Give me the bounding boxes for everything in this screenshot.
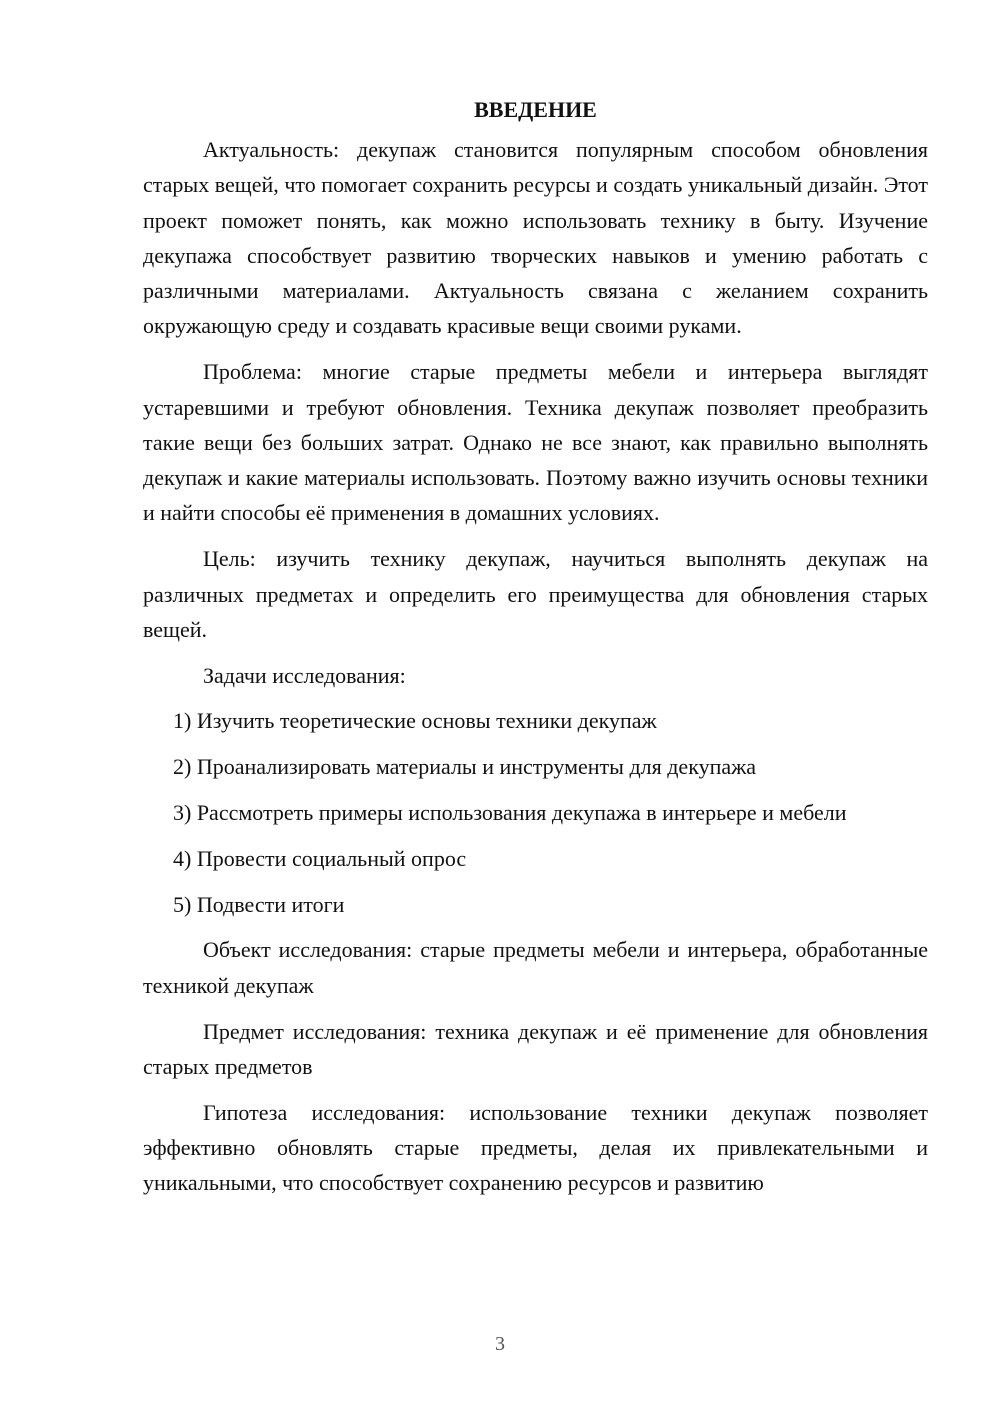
- relevance-paragraph: Актуальность: декупаж становится популярным способом обновления старых вещей, что помогает сохранить ресурсы и создать уникальный дизайн. Этот проект поможет понять, как можно использовать технику в быту. Изучение декупажа способствует развитию творческих навыков и умению работать с различными материалами. Актуальность связана с желанием сохранить окружающую среду и создавать красивые вещи своими руками.: [143, 137, 928, 339]
- goal-paragraph: Цель: изучить технику декупаж, научиться выполнять декупаж на различных предметах и определить его преимущества для обновления старых вещей.: [143, 546, 928, 642]
- task-item-4: 4) Провести социальный опрос: [173, 845, 467, 871]
- task-item-3: 3) Рассмотреть примеры использования декупажа в интерьере и мебели: [173, 800, 847, 826]
- task-item-5: 5) Подвести итоги: [173, 891, 345, 917]
- page-number: 3: [495, 1333, 505, 1355]
- problem-paragraph: Проблема: многие старые предметы мебели и интерьера выглядят устаревшими и требуют обновления. Техника декупаж позволяет преобразить такие вещи без больших затрат. Однако не все знают, как правильно выполнять декупаж и какие материалы использовать. Поэтому важно изучить основы техники и найти способы её применения в домашних условиях.: [143, 359, 928, 526]
- subject-paragraph: Предмет исследования: техника декупаж и её применение для обновления старых предметов: [143, 1018, 928, 1079]
- hypothesis-paragraph: Гипотеза исследования: использование техники декупаж позволяет эффективно обновлять старые предметы, делая их привлекательными и уникальными, что способствует сохранению ресурсов и развитию: [143, 1099, 928, 1196]
- task-item-2: 2) Проанализировать материалы и инструменты для декупажа: [173, 754, 757, 780]
- section-heading: ВВЕДЕНИЕ: [474, 97, 597, 122]
- object-paragraph: Объект исследования: старые предметы мебели и интерьера, обработанные техникой декупаж: [143, 937, 928, 998]
- task-item-1: 1) Изучить теоретические основы техники декупаж: [173, 708, 657, 734]
- tasks-title: Задачи исследования:: [203, 662, 406, 688]
- document-page: [143, 92, 928, 1211]
